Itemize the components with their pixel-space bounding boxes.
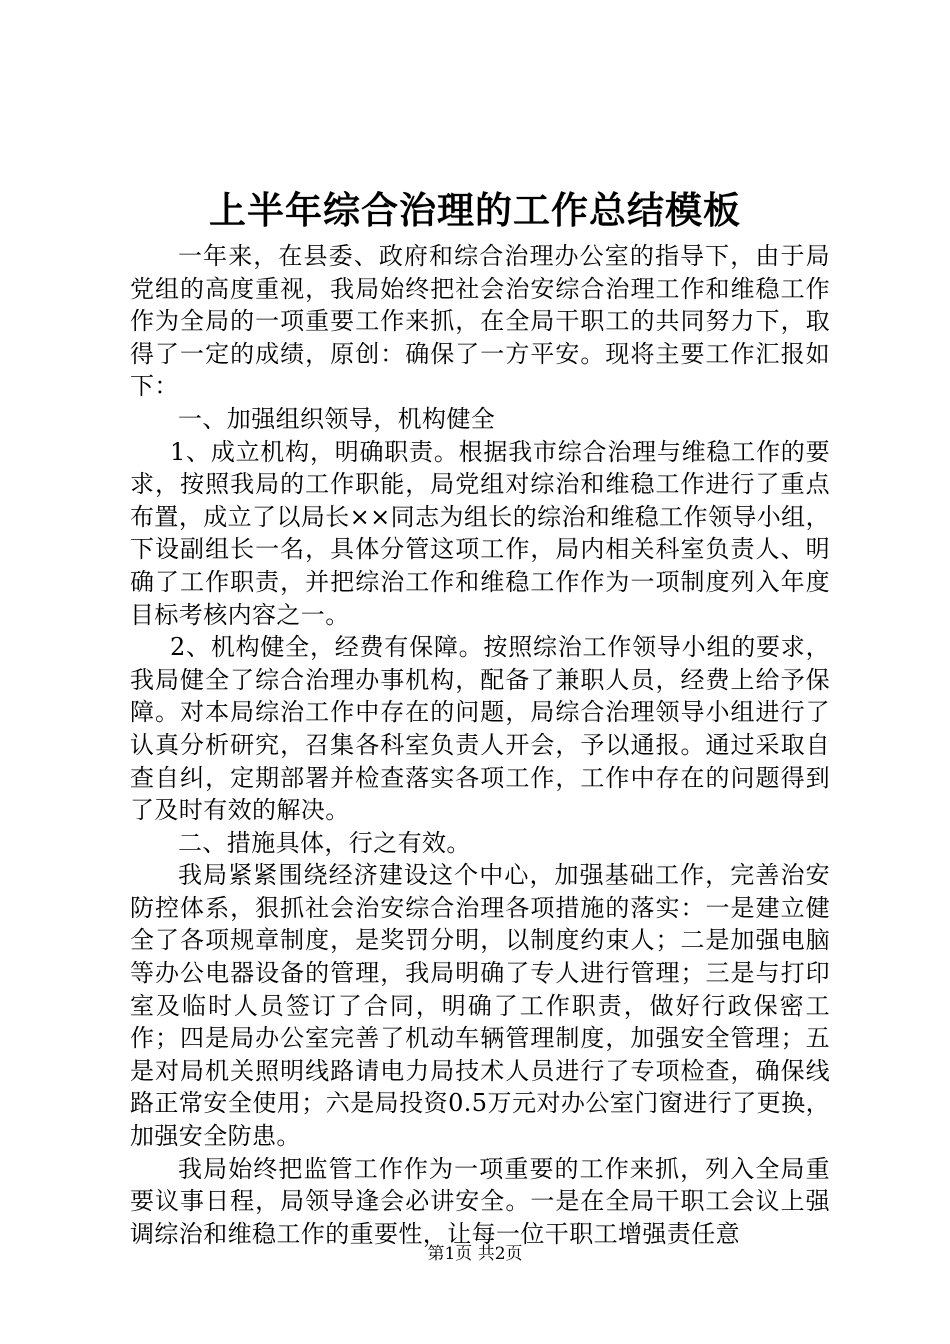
document-body [130, 240, 830, 1250]
section-heading-1: 一、加强组织领导，机构健全 [178, 404, 496, 433]
paragraph-item-1: 1、成立机构，明确职责。根据我市综合治理与维稳工作的要求，按照我局的工作职能，局党组对综治和维稳工作进行了重点布置，成立了以局长××同志为组长的综治和维稳工作领导小组，下设副组长一名，具体分管这项工作，局内相关科室负责人、明确了工作职责，并把综治工作和维稳工作作为一项制度列入年度目标考核内容之一。 [130, 437, 830, 629]
section-heading-2: 二、措施具体，行之有效。 [178, 828, 471, 857]
paragraph-item-2: 2、机构健全，经费有保障。按照综治工作领导小组的要求，我局健全了综合治理办事机构，配备了兼职人员，经费上给予保障。对本局综治工作中存在的问题，局综合治理领导小组进行了认真分析研究，召集各科室负责人开会，予以通报。通过采取自查自纠，定期部署并检查落实各项工作，工作中存在的问题得到了及时有效的解决。 [130, 633, 830, 825]
paragraph-supervision: 我局始终把监管工作作为一项重要的工作来抓，列入全局重要议事日程，局领导逢会必讲安全。一是在全局干职工会议上强调综治和维稳工作的重要性，让每一位干职工增强责任意 [130, 1154, 830, 1248]
document-title: 上半年综合治理的工作总结模板 [209, 188, 741, 232]
paragraph-intro: 一年来，在县委、政府和综合治理办公室的指导下，由于局党组的高度重视，我局始终把社会治安综合治理工作和维稳工作作为全局的一项重要工作来抓，在全局干职工的共同努力下，取得了一定的成绩，原创：确保了一方平安。现将主要工作汇报如下： [130, 242, 830, 401]
page-number-footer: 第1页 共2页 [427, 1244, 523, 1264]
paragraph-measures: 我局紧紧围绕经济建设这个中心，加强基础工作，完善治安防控体系，狠抓社会治安综合治理各项措施的落实：一是建立健全了各项规章制度，是奖罚分明，以制度约束人；二是加强电脑等办公电器设备的管理，我局明确了专人进行管理；三是与打印室及临时人员签订了合同，明确了工作职责，做好行政保密工作；四是局办公室完善了机动车辆管理制度，加强安全管理；五是对局机关照明线路请电力局技术人员进行了专项检查，确保线路正常安全使用；六是局投资0.5万元对办公室门窗进行了更换，加强安全防患。 [130, 861, 830, 1151]
